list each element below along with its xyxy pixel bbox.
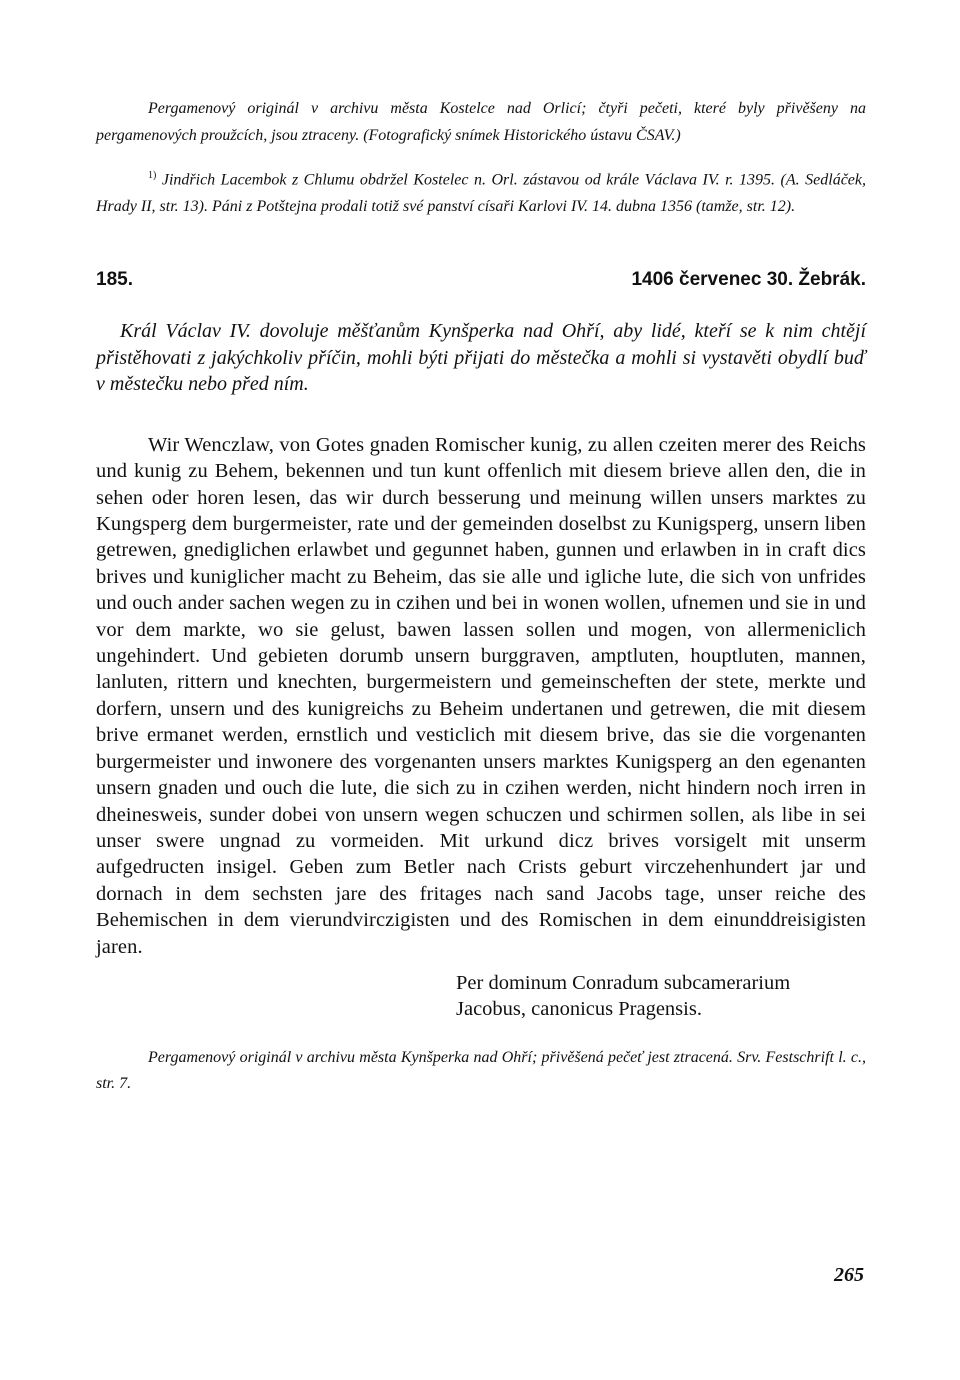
footnote-text: Jindřich Lacembok z Chlumu obdržel Kostelec n. Orl. zástavou od krále Václava IV. r. 1395. (A. Sedláček, Hrady II, str. 13). Páni z Potštejna prodali totiž své panství císaři Karlovi IV. 14. dubna 1356 (tamže, str. 12). (96, 171, 867, 215)
document-number: 185. (96, 269, 133, 291)
page-number: 265 (834, 1264, 864, 1286)
document-page (96, 96, 866, 1098)
signature-line-1: Per dominum Conradum subcamerarium (456, 971, 791, 994)
footnote-marker: 1) (148, 170, 157, 181)
document-date-place: 1406 červenec 30. Žebrák. (631, 269, 866, 291)
archival-note: Pergamenový originál v archivu města Kostelce nad Orlicí; čtyři pečeti, které byly přivěšeny na pergamenových proužcích, jsou ztraceny. (Fotografický snímek Historického ústavu ČSAV.) (96, 100, 866, 144)
signature-block (96, 970, 866, 1023)
footnote (96, 163, 866, 220)
document-heading (96, 268, 866, 292)
regest: Král Václav IV. dovoluje měšťanům Kynšperka nad Ohří, aby lidé, kteří se k nim chtějí přistěhovati z jakýchkoliv příčin, mohli býti přijati do městečka a mohli si vystavěti obydlí buď v městečku nebo před ním. (96, 320, 866, 396)
source-note: Pergamenový originál v archivu města Kynšperka nad Ohří; přivěšená pečeť jest ztracená. Srv. Festschrift l. c., str. 7. (96, 1048, 866, 1093)
charter-text: Wir Wenczlaw, von Gotes gnaden Romischer kunig, zu allen czeiten merer des Reichs und kunig zu Behem, bekennen und tun kunt offenlich mit diesem brieve allen den, die in sehen oder horen lesen, das wir durch besserung und meinung willen unsers marktes zu Kungsperg dem burgermeister, rate und der gemeinden doselbst zu Kunigsperg, unsern liben getrewen, gnediglichen erlawbet und gegunnet haben, gunnen und erlawben in in craft dics brives und kuniglicher macht zu Beheim, das sie alle und igliche lute, die sich von unfrides und ouch ander sachen wegen zu in czihen und bei in wonen wollen, ufnemen und sie in und vor dem markte, wo sie gelust, bawen lassen sollen und mogen, von allermeniclich ungehindert. Und gebieten dorumb unsern burggraven, amptluten, houptluten, mannen, lanluten, rittern und knechten, burgermeistern und gemeinscheften der stete, merkte und dorfern, unsern und des kunigreichs zu Beheim undertanen und getrewen, die mit diesem brive ermanet werden, ernstlich und vesticlich mit diesem brive, das sie die vorgenanten burgermeister und inwonere des vorgenanten unsers marktes Kunigsperg an den egenanten unsern gnaden und ouch die lute, die sich zu in czihen werden, nicht hindern noch irren in dheinesweis, sunder dobei von unsern wegen schuczen und schirmen sollen, als libe in sei unser swere ungnad zu vormeiden. Mit urkund dicz brives vorsigelt mit unserm aufgedructen insigel. Geben zum Betler nach Crists geburt virczehenhundert jar und dornach in dem sechsten jare des fritages nach sand Jacobs tage, unser reiche des Behemischen in dem vierundvirczigisten und des Romischen in dem einunddreisigisten jaren. (96, 433, 866, 958)
signature-line-2: Jacobus, canonicus Pragensis. (456, 998, 702, 1021)
